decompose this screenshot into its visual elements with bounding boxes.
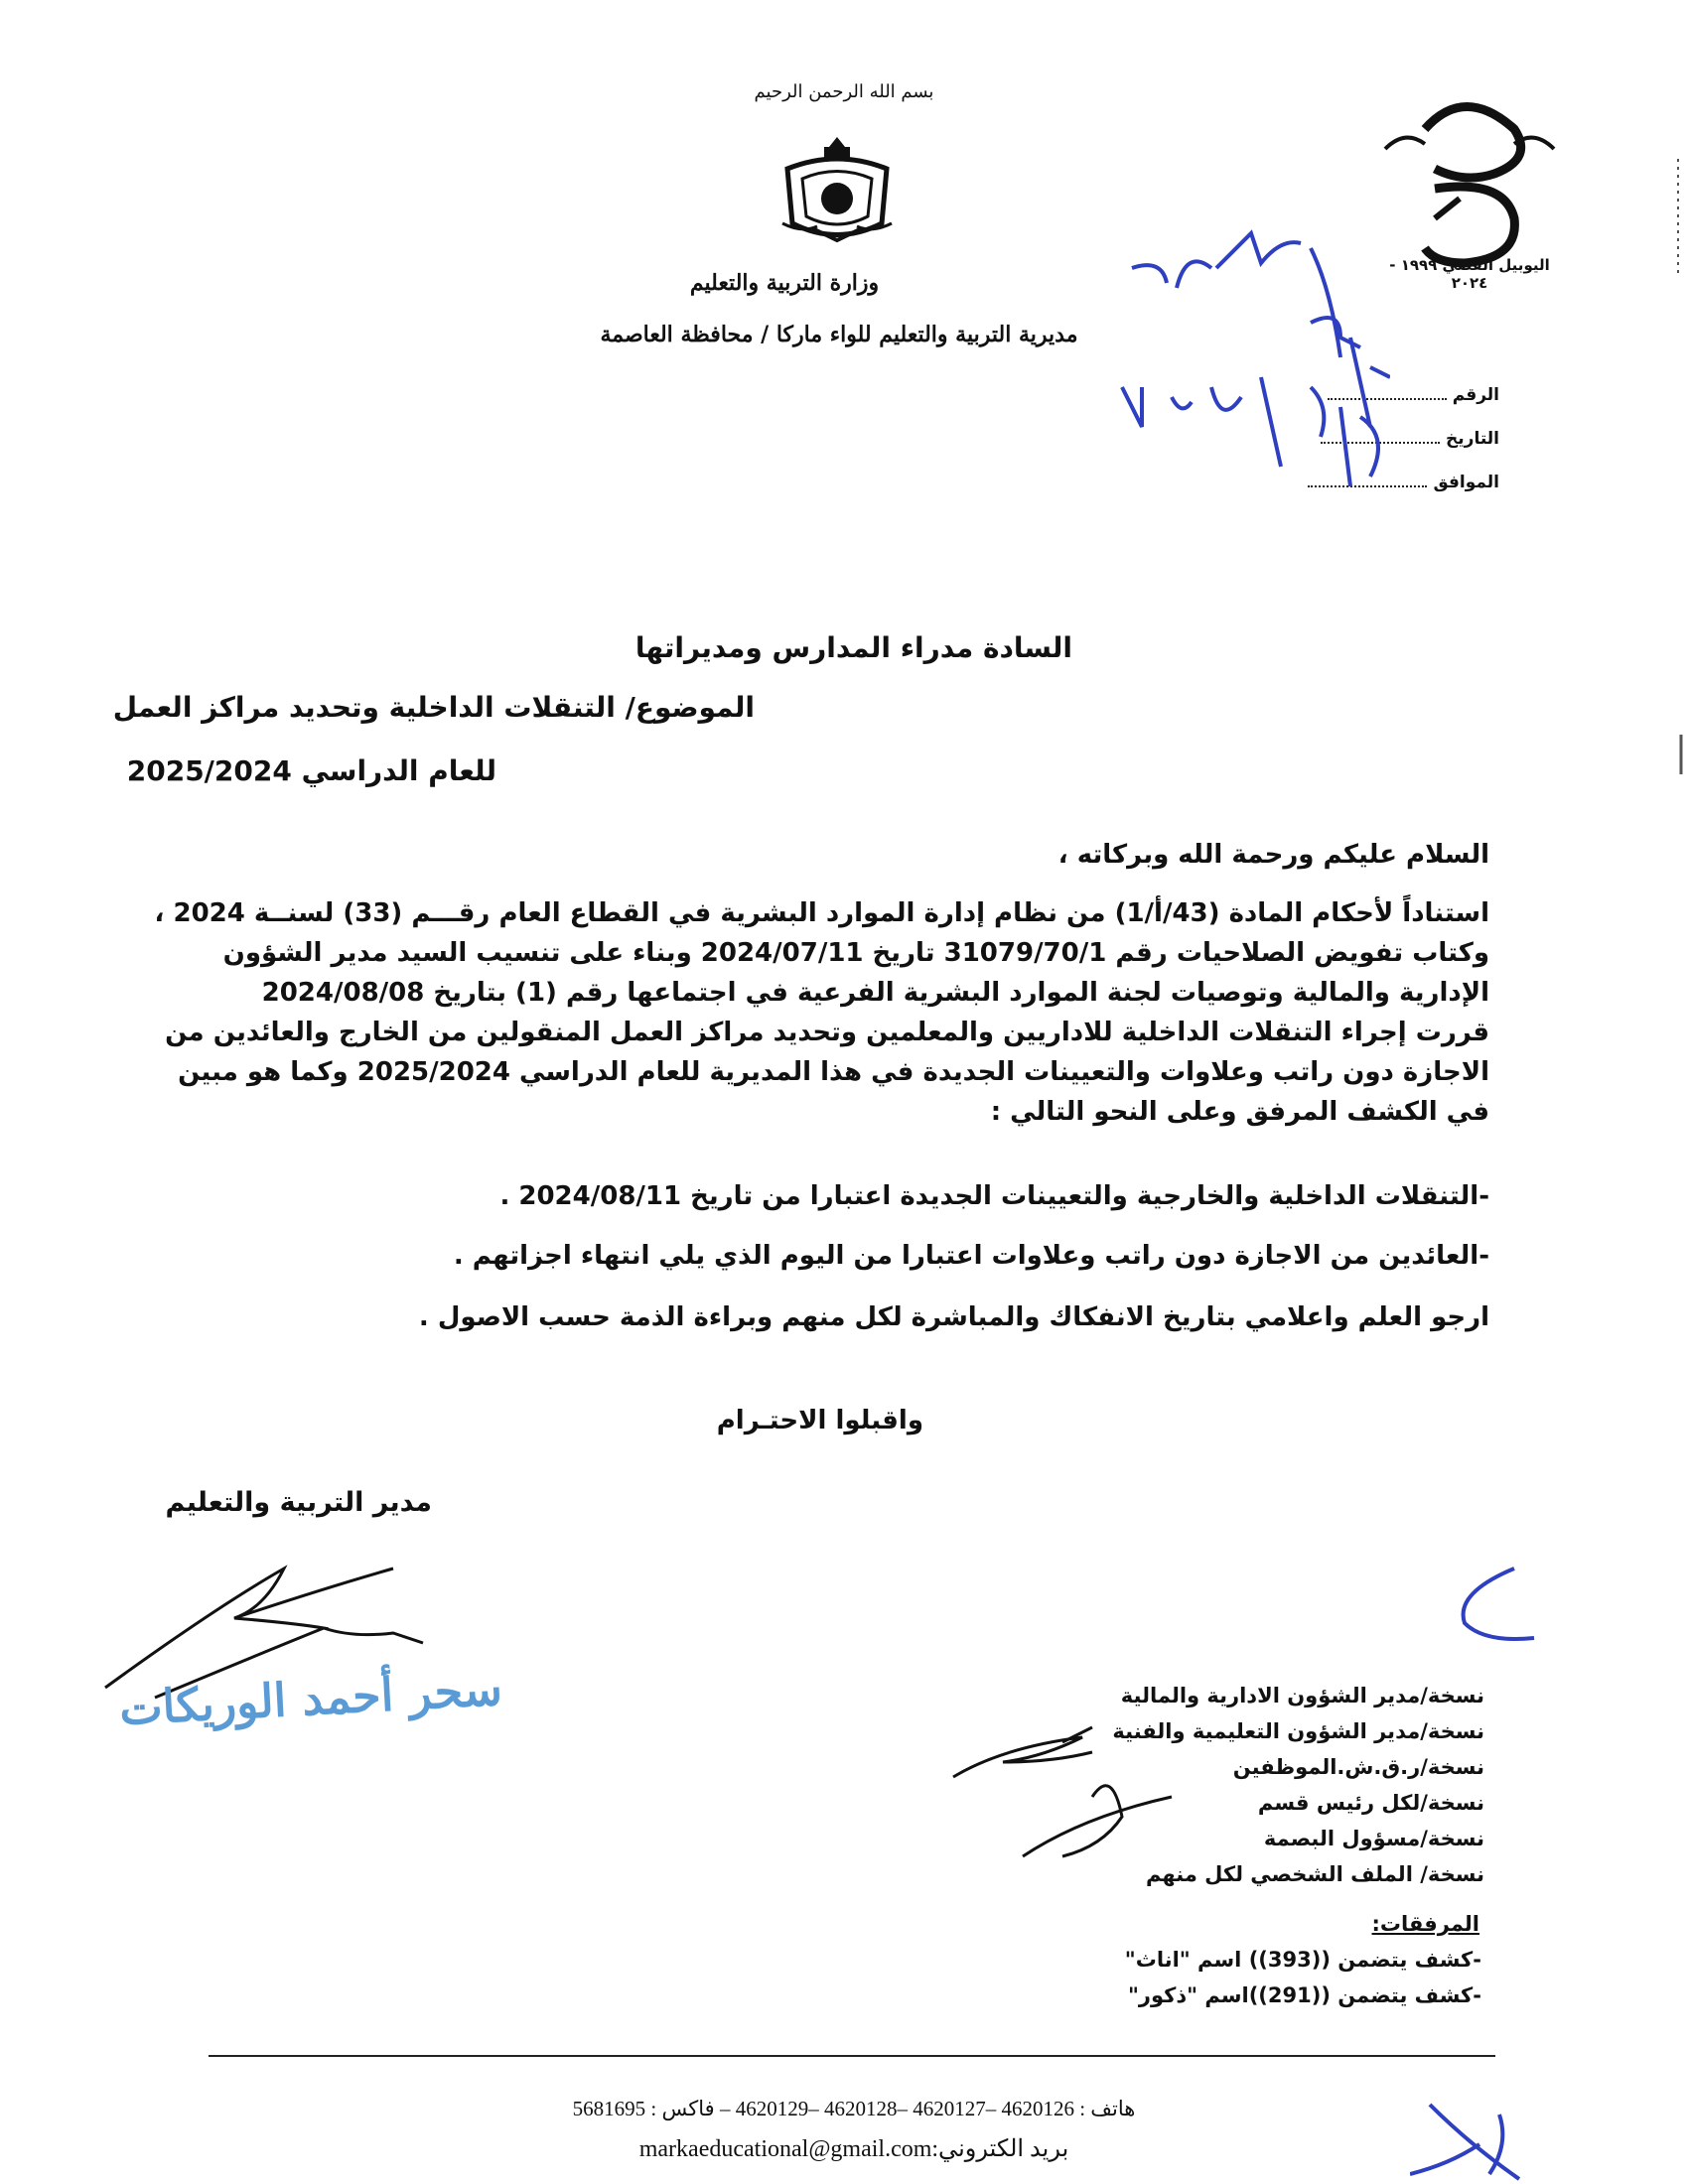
body-line-4: قررت إجراء التنقلات الداخلية للاداريين والمعلمين وتحديد مراكز العمل المنقولين من الخارج والعائدين من [165,1018,1489,1047]
handwritten-reference-ink [1013,228,1390,526]
jordan-coat-of-arms-icon [773,129,902,248]
copy-item: نسخة/لكل رئيس قسم [1257,1791,1484,1815]
corresponding-label: الموافق [1433,473,1499,492]
body-line-2: وكتاب تفويض الصلاحيات رقم 31079/70/1 تاريخ 2024/07/11 وبناء على تنسيب السيد مدير الشؤون [222,938,1489,968]
director-title: مدير التربية والتعليم [165,1487,432,1518]
number-label: الرقم [1452,385,1499,405]
copy-item: نسخة/ الملف الشخصي لكل منهم [1145,1862,1484,1886]
attachment-item: -كشف يتضمن ((393)) اسم "اناث" [1124,1948,1481,1972]
greeting: السلام عليكم ورحمة الله وبركاته ، [1057,840,1489,870]
ministry-name: وزارة التربية والتعليم [689,270,880,296]
body-paragraph [139,893,1489,1132]
recipient-line: السادة مدراء المدارس ومديراتها [634,631,1072,664]
footer-email: بريد الكتروني:markaeducational@gmail.com [638,2136,1069,2162]
body-line-6: في الكشف المرفق وعلى النحو التالي : [990,1097,1489,1127]
closing-line: واقبلوا الاحتـرام [716,1406,923,1435]
subject-line: الموضوع/ التنقلات الداخلية وتحديد مراكز العمل [112,691,755,724]
request-line: ارجو العلم واعلامي بتاريخ الانفكاك والمباشرة لكل منهم وبراءة الذمة حسب الاصول . [418,1302,1489,1332]
body-line-1: استناداً لأحكام المادة (43/أ/1) من نظام إدارة الموارد البشرية في القطاع العام رقـــم (33) لسنــة 2024 ، [154,898,1489,928]
body-line-5: الاجازة دون راتب وعلاوات والتعيينات الجديدة في هذا المديرية للعام الدراسي 2025/2024 وكما هو مبين [178,1057,1489,1087]
item-returning-leave: -العائدين من الاجازة دون راتب وعلاوات اعتبارا من اليوم الذي يلي انتهاء اجزاتهم . [453,1241,1489,1271]
director-name-stamp: سحر أحمد الوريكات [117,1661,504,1736]
attachments-title: المرفقات: [1371,1912,1479,1936]
blue-initial-mark [1435,1564,1544,1653]
footer-divider [209,2055,1495,2057]
jubilee-logo-caption: اليوبيل الفضي ١٩٩٩ - ٢٠٢٤ [1389,256,1550,292]
subject-year-line: للعام الدراسي 2025/2024 [126,754,496,787]
copy-item: نسخة/مدير الشؤون التعليمية والفنية [1112,1719,1484,1743]
copies-initials-signature [943,1707,1241,1886]
item-internal-transfers: -التنقلات الداخلية والخارجية والتعيينات الجديدة اعتبارا من تاريخ 2024/08/11 . [499,1181,1489,1211]
body-line-3: الإدارية والمالية وتوصيات لجنة الموارد البشرية الفرعية في اجتماعها رقم (1) بتاريخ 2024/08/08 [261,978,1489,1008]
copy-item: نسخة/مسؤول البصمة [1263,1827,1484,1850]
directorate-name: مديرية التربية والتعليم للواء ماركا / محافظة العاصمة [600,322,1078,347]
bismillah: بسم الله الرحمن الرحيم [754,81,934,102]
scan-edge-artifact [1653,0,1688,2184]
footer-phones: هاتف : 4620126 –4620127 –4620128 –4620129 – فاكس : 5681695 [572,2097,1136,2120]
copy-item: نسخة/مدير الشؤون الادارية والمالية [1120,1684,1484,1707]
attachment-item: -كشف يتضمن ((291))اسم "ذكور" [1127,1983,1481,2007]
date-label: التاريخ [1446,429,1499,449]
blue-corner-mark [1410,2095,1549,2184]
copy-item: نسخة/ر.ق.ش.الموظفين [1232,1755,1484,1779]
